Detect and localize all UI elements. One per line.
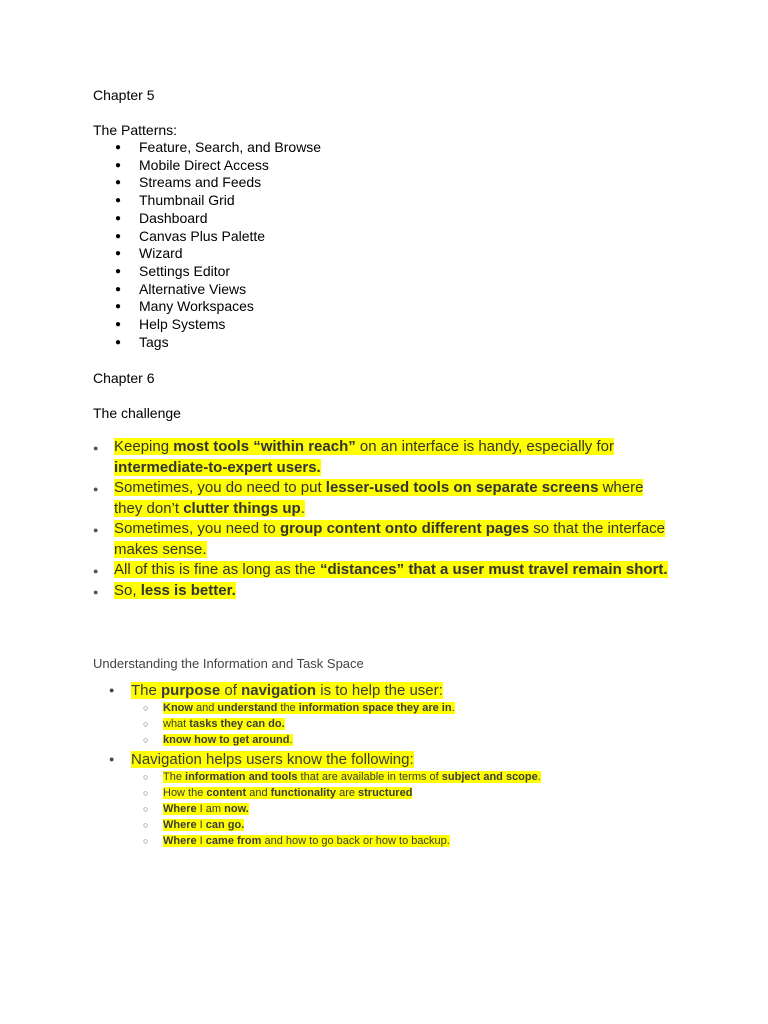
highlighted-text: know how to get around. [163, 734, 293, 746]
patterns-label: The Patterns: [93, 122, 178, 138]
highlighted-text: Keeping most tools “within reach” on an interface is handy, especially for intermediate-to-expert users. [114, 438, 614, 476]
sub-item [131, 833, 693, 849]
sub-item [131, 700, 693, 716]
highlighted-text: Know and understand the information space they are in. [163, 702, 455, 714]
highlighted-text: what tasks they can do. [163, 718, 285, 730]
challenge-item [93, 519, 673, 560]
highlighted-text: Sometimes, you need to group content onto different pages so that the interface makes sense. [114, 520, 666, 558]
patterns-list [93, 139, 321, 351]
list-item: ● Many Workspaces [93, 298, 321, 316]
highlighted-text: So, less is better. [114, 581, 236, 599]
nav-item [93, 750, 693, 849]
list-item: ● Canvas Plus Palette [93, 228, 321, 246]
highlighted-text: Where I am now. [163, 803, 249, 815]
sub-item [131, 801, 693, 817]
list-item: ● Feature, Search, and Browse [93, 139, 321, 157]
list-item: ● Settings Editor [93, 263, 321, 281]
list-item: ● Help Systems [93, 316, 321, 334]
sub-item [131, 817, 693, 833]
nav-sublist [131, 769, 693, 849]
highlighted-text: Sometimes, you do need to put lesser-used tools on separate screens where they don’t clutter things up. [114, 479, 644, 517]
highlighted-text: Where I came from and how to go back or how to backup. [163, 835, 450, 847]
list-item: ● Mobile Direct Access [93, 157, 321, 175]
sub-item [131, 732, 693, 748]
list-item: ● Tags [93, 334, 321, 352]
sub-item [131, 785, 693, 801]
list-item: ● Dashboard [93, 210, 321, 228]
challenge-label: The challenge [93, 405, 181, 421]
understanding-heading: Understanding the Information and Task Space [93, 656, 364, 671]
highlighted-text: The purpose of navigation is to help the user: [131, 682, 443, 699]
chapter-5-heading: Chapter 5 [93, 87, 155, 103]
nav-sublist [131, 700, 693, 748]
list-item: ● Alternative Views [93, 281, 321, 299]
challenge-item [93, 437, 673, 478]
highlighted-text: All of this is fine as long as the “distances” that a user must travel remain short. [114, 561, 668, 578]
challenge-item [93, 478, 673, 519]
list-item: ● Thumbnail Grid [93, 192, 321, 210]
nav-item [93, 681, 693, 748]
challenge-item [93, 581, 673, 602]
highlighted-text: The information and tools that are available in terms of subject and scope. [163, 771, 541, 783]
challenge-item [93, 560, 673, 581]
list-item: ● Wizard [93, 245, 321, 263]
navigation-list [93, 681, 693, 849]
highlighted-text: Where I can go. [163, 819, 245, 831]
chapter-6-heading: Chapter 6 [93, 370, 155, 386]
sub-item [131, 769, 693, 785]
challenge-list [93, 437, 673, 601]
sub-item [131, 716, 693, 732]
highlighted-text: Navigation helps users know the following: [131, 751, 414, 768]
list-item: ● Streams and Feeds [93, 174, 321, 192]
highlighted-text: How the content and functionality are structured [163, 787, 413, 799]
